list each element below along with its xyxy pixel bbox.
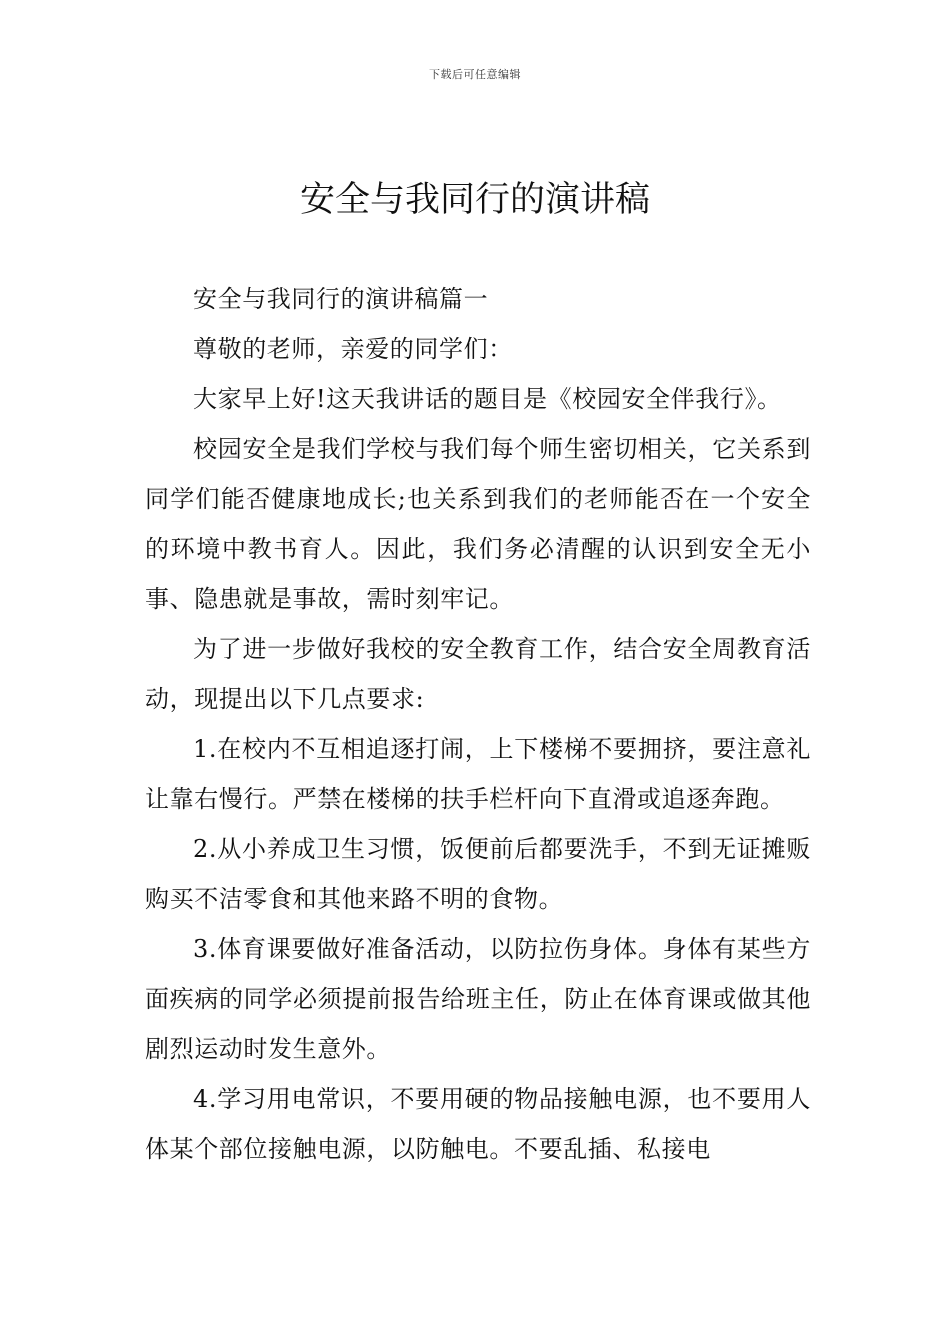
- paragraph-intro: 校园安全是我们学校与我们每个师生密切相关，它关系到同学们能否健康地成长;也关系到我们的老师能否在一个安全的环境中教书育人。因此，我们务必清醒的认识到安全无小事、隐患就是事故，需时刻牢记。: [145, 435, 811, 613]
- paragraph-item-4: 4.学习用电常识，不要用硬的物品接触电源，也不要用人体某个部位接触电源，以防触电。不要乱插、私接电: [145, 1085, 811, 1163]
- paragraph-greeting: 大家早上好!这天我讲话的题目是《校园安全伴我行》。: [193, 385, 782, 413]
- paragraph-subtitle: 安全与我同行的演讲稿篇一: [193, 285, 489, 313]
- paragraph-item-1: 1.在校内不互相追逐打闹，上下楼梯不要拥挤，要注意礼让靠右慢行。严禁在楼梯的扶手栏杆向下直滑或追逐奔跑。: [145, 735, 811, 813]
- paragraph-requirements-lead: 为了进一步做好我校的安全教育工作，结合安全周教育活动，现提出以下几点要求:: [145, 635, 811, 713]
- paragraph-salutation: 尊敬的老师，亲爱的同学们：: [193, 335, 513, 363]
- paragraph-item-3: 3.体育课要做好准备活动，以防拉伤身体。身体有某些方面疾病的同学必须提前报告给班主任，防止在体育课或做其他剧烈运动时发生意外。: [145, 935, 811, 1063]
- header-note: 下载后可任意编辑: [429, 68, 521, 81]
- paragraph-item-2: 2.从小养成卫生习惯，饭便前后都要洗手，不到无证摊贩购买不洁零食和其他来路不明的食物。: [145, 835, 811, 913]
- document-body: [145, 274, 811, 1174]
- document-title: 安全与我同行的演讲稿: [299, 180, 650, 220]
